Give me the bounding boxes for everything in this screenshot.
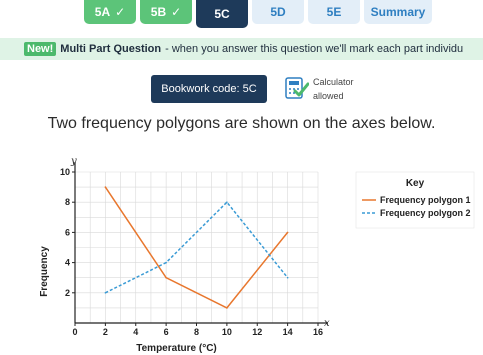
data-point (165, 262, 167, 264)
check-icon: ✓ (115, 5, 126, 19)
tab-label: 5E (326, 5, 342, 19)
calculator-allowed-label (313, 75, 354, 103)
y-tick-label: 8 (64, 197, 70, 208)
data-point (287, 277, 289, 279)
tab-5b[interactable] (140, 0, 192, 24)
check-icon: ✓ (171, 5, 182, 19)
multi-part-banner (0, 38, 483, 60)
tab-5a[interactable] (84, 0, 136, 24)
tab-label: 5D (270, 5, 286, 19)
y-tick-label: 10 (59, 167, 70, 177)
bookwork-code-button[interactable] (151, 75, 267, 103)
x-tick-label: 8 (193, 327, 200, 337)
x-tick-label: 14 (282, 327, 293, 337)
new-badge: New! (24, 42, 56, 56)
data-point (105, 292, 107, 294)
data-point (226, 201, 228, 203)
x-axis-letter: x (324, 318, 330, 329)
data-point (226, 307, 228, 309)
bookwork-code-label: Bookwork code: 5C (161, 83, 257, 95)
calculator-line1: Calculator (313, 77, 354, 87)
tab-label: 5C (214, 7, 230, 21)
y-tick-label: 4 (64, 257, 70, 268)
calculator-line2: allowed (313, 91, 344, 101)
question-text: Two frequency polygons are shown on the axes below. (47, 115, 436, 132)
tab-5d[interactable] (252, 0, 304, 24)
legend-entry-1: Frequency polygon 1 (380, 195, 471, 205)
x-tick-label: 4 (133, 327, 139, 337)
tab-5c[interactable] (196, 0, 248, 28)
tab-label: 5B (150, 5, 167, 19)
banner-title: Multi Part Question (60, 43, 162, 55)
x-tick-label: 12 (252, 327, 263, 337)
x-tick-label: 2 (102, 327, 108, 337)
calculator-icon (285, 77, 309, 99)
tab-label: Summary (370, 5, 426, 19)
x-tick-label: 6 (163, 327, 169, 337)
data-point (165, 277, 167, 279)
data-point (105, 186, 107, 188)
x-tick-label: 0 (72, 327, 78, 337)
y-tick-label: 6 (64, 227, 70, 238)
x-axis-label: Temperature (°C) (136, 343, 217, 354)
banner-text: - when you answer this question we'll mark each part individu (165, 43, 464, 55)
data-point (287, 232, 289, 234)
y-tick-label: 2 (64, 287, 70, 298)
x-tick-label: 16 (312, 327, 324, 337)
y-axis-letter: y (71, 156, 77, 167)
part-tabs (0, 0, 483, 24)
tab-label: 5A (94, 5, 111, 19)
x-tick-label: 10 (221, 327, 232, 337)
y-axis-label: Frequency (39, 246, 50, 297)
tab-5e[interactable] (308, 0, 360, 24)
tab-summary[interactable] (364, 0, 432, 24)
legend-title: Key (405, 178, 425, 189)
frequency-polygon-chart (0, 148, 483, 355)
legend-entry-2: Frequency polygon 2 (380, 208, 471, 218)
